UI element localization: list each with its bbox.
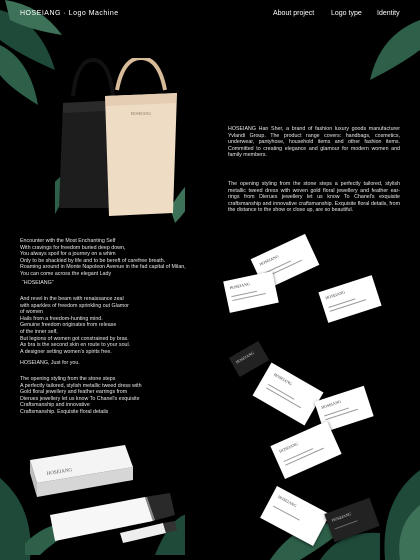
top-right-leaf-decoration (360, 20, 420, 90)
header (0, 0, 420, 30)
business-card (318, 275, 381, 323)
card-logo: HOSEIANG (277, 494, 298, 509)
product-packaging-image (25, 445, 185, 555)
poem-stanza-3 (20, 376, 220, 416)
card-logo: HOSEIANG (229, 281, 251, 291)
poem-line: of the inner self, (20, 328, 58, 335)
card-logo: HOSEIANG (278, 440, 299, 454)
nav-about-project[interactable]: About project (273, 10, 315, 17)
card-logo: HOSEIANG (320, 398, 342, 410)
tote-bags-image (55, 58, 185, 223)
poem-line: The opening styling from the stone steps (20, 376, 116, 382)
card-text-line (266, 387, 301, 408)
poem-line: A perfectly tailored, stylish metallic tweed dress with (20, 382, 142, 389)
business-card (253, 363, 324, 426)
poem-line: You can come across the elegant Lady (20, 270, 112, 277)
business-card-dark (229, 341, 269, 377)
nav-logo-type[interactable]: Logo type (331, 10, 362, 17)
poem-line: Craftsmanship and innovative (20, 402, 90, 409)
poem-line: Gold floral jewellery and feather earrings from (20, 389, 128, 396)
poem-line: With cravings for freedom buried deep down, (20, 244, 126, 251)
product-box-logo: HOSEIANG (46, 468, 73, 477)
poem-line: A designer setting women’s spirits free. (20, 348, 112, 355)
poem-line: Hails from a freedom-hunting mind. (20, 315, 103, 322)
card-logo: HOSEIANG (234, 350, 255, 365)
poem-stanza-1 (20, 238, 220, 278)
poem-stanza-2 (20, 296, 220, 355)
bottom-right-leaves-decoration (375, 470, 420, 560)
poem-brand-line: “HOSEIANG” (22, 280, 54, 286)
about-paragraph-1: HOSEIANG Han Sher, a brand of fashion luxury goods manufacturer Yvlandi Group. The product range covers: handbags, cosmetics, underwear, pantyhose, household items and other fashion items. Committed to creating elegance and glamour for modern women and family members. (228, 126, 400, 159)
poem-line: of women (20, 309, 43, 316)
poem-line: And revel in the beam with renaissance zeal (20, 296, 124, 302)
card-text-line (335, 520, 358, 529)
card-logo: HOSEIANG (258, 253, 280, 267)
card-logo: HOSEIANG (272, 371, 294, 387)
poem-line: Dierues jewellery let us know To Chanel's exquisite (20, 395, 140, 402)
poem-line: But legions of women got constrained by bras. (20, 335, 129, 342)
poem-line: Only to be shackled by life and to be bereft of carefree breath. (20, 257, 166, 264)
nav-identity[interactable]: Identity (377, 10, 400, 17)
poem-line: Genuine freedom originates from release (20, 322, 117, 329)
business-card (270, 421, 341, 479)
business-card (223, 271, 279, 313)
card-logo: HOSEIANG (324, 289, 346, 301)
about-paragraph-2: The opening styling from the stone steps a perfectly tailored, stylish metallic tweed dress with woven gold floral jewellery and feather ear-rings from Dierues jewellery let us know To Chanel's exquisite craftsmanship and innovative craftsmanship. Exquisite floral details, from the distance to the show or close up, are so beautiful. (228, 181, 400, 214)
card-logo: HOSEIANG (331, 511, 352, 523)
poem-line: Roaming around in Monte Napoleon Avenue in the fad capital of Milan, (20, 264, 186, 271)
bag-logo-text: HOSEIANG (130, 111, 152, 116)
poem-line: Encounter with the Most Enchanting Self (20, 238, 116, 244)
poem-line: with sparkles of freedom sprinkling out Glamor (20, 302, 129, 309)
poem-line: Craftsmanship. Exquisite floral details (20, 408, 109, 415)
poem-line: As bra is the second skin en route to your soul. (20, 342, 131, 349)
poem-closing: HOSEIANG, Just for you. (20, 360, 80, 366)
card-text-line (273, 506, 300, 521)
brand-title[interactable]: HOSEIANG · Logo Machine (20, 10, 119, 17)
poem-line: You always spoil for a journey on a whim (20, 251, 116, 258)
